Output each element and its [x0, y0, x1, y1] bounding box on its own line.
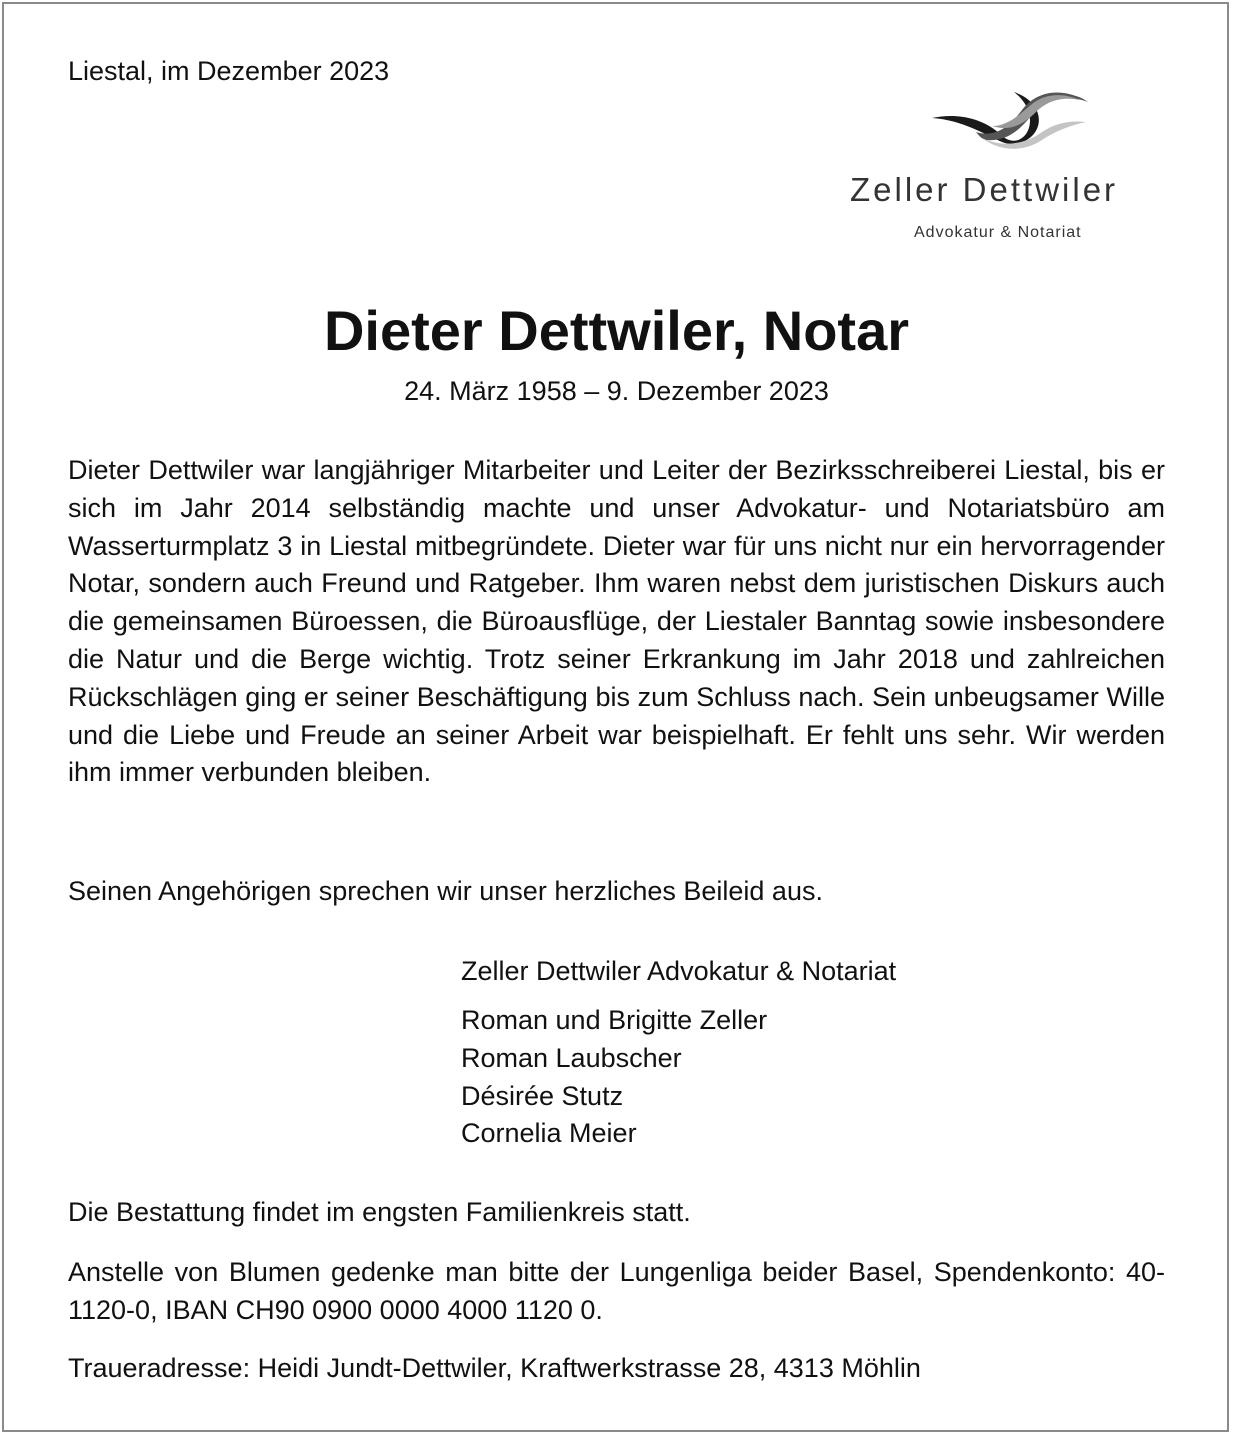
- signer-name: Cornelia Meier: [461, 1118, 637, 1149]
- page-title: Dieter Dettwiler, Notar: [323, 299, 910, 362]
- funeral-notice: Die Bestattung findet im engsten Familienkreis statt.: [68, 1197, 691, 1227]
- mourning-address: Traueradresse: Heidi Jundt-Dettwiler, Kraftwerkstrasse 28, 4313 Möhlin: [68, 1353, 921, 1383]
- life-dates: 24. März 1958 – 9. Dezember 2023: [404, 376, 829, 406]
- condolence-text: Seinen Angehörigen sprechen wir unser herzliches Beileid aus.: [68, 876, 823, 906]
- wave-swoosh-icon: [930, 82, 1090, 154]
- signer-name: Roman und Brigitte Zeller: [461, 1005, 768, 1035]
- signer-name: Roman Laubscher: [461, 1042, 682, 1073]
- obituary-paragraph: Dieter Dettwiler war langjähriger Mitarbeiter und Leiter der Bezirksschreiberei Liestal, bis er sich im Jahr 2014 selbständig machte und unser Advokatur- und Notariatsbüro am Wasserturmplatz 3 in Liestal mitbegründete. Dieter war für uns nicht nur ein hervorragender Notar, sondern auch Freund und Ratgeber. Ihm waren nebst dem juristischen Diskurs auch die gemeinsamen Büroessen, die Büroausflüge, der Liestaler Banntag sowie insbesondere die Natur und die Berge wichtig. Trotz seiner Erkrankung im Jahr 2018 und zahlreichen Rückschlägen ging er seiner Beschäftigung bis zum Schluss nach. Sein unbeugsamer Wille und die Liebe und Freude an seiner Arbeit war beispielhaft. Er fehlt uns sehr. Wir werden ihm immer verbunden bleiben.: [68, 455, 1165, 788]
- signers-block: [461, 954, 896, 1153]
- logo-subtitle: Advokatur & Notariat: [914, 224, 1082, 241]
- signer-name: Désirée Stutz: [461, 1080, 624, 1111]
- donation-notice: Anstelle von Blumen gedenke man bitte der Lungenliga beider Basel, Spendenkonto: 40-1120-0, IBAN CH90 0900 0000 4000 1120 0.: [68, 1257, 1165, 1325]
- logo-name: Zeller Dettwiler: [850, 171, 1119, 208]
- place-date: Liestal, im Dezember 2023: [68, 56, 390, 86]
- signer-firm: Zeller Dettwiler Advokatur & Notariat: [461, 956, 897, 986]
